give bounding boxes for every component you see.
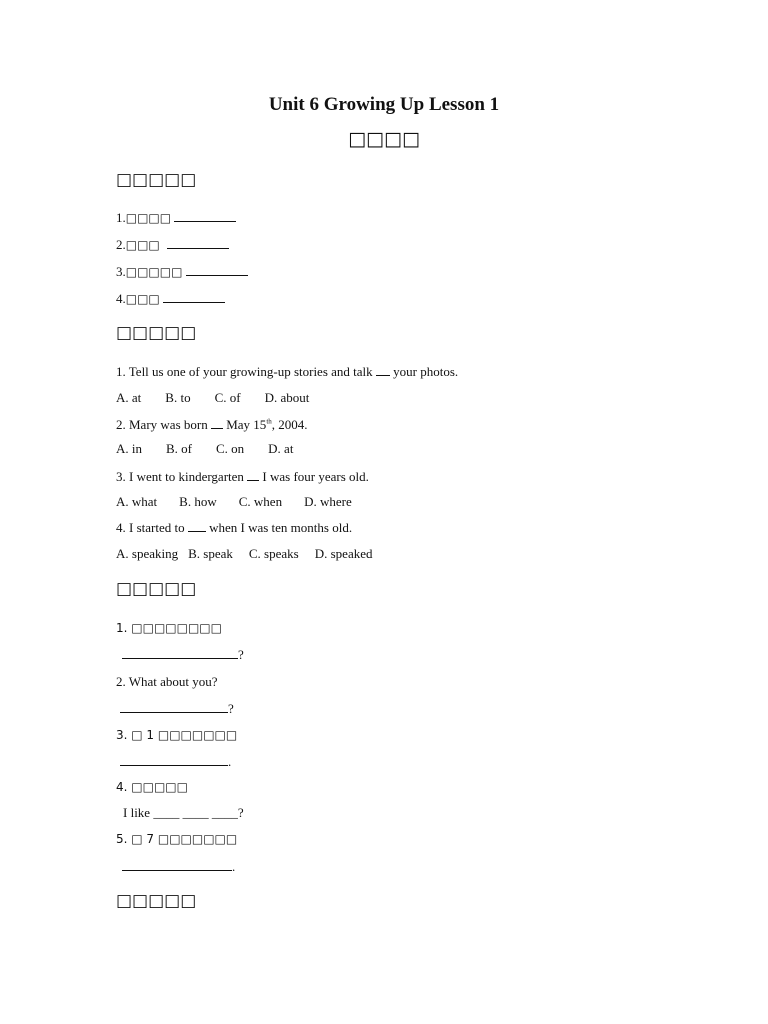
- translate-prompt-3: 3. □ 1 □□□□□□□: [116, 728, 238, 742]
- page-title: Unit 6 Growing Up Lesson 1: [268, 94, 500, 115]
- option-d[interactable]: D. about: [264, 390, 310, 405]
- answer-blank[interactable]: [247, 468, 259, 481]
- mcq-options-2: [116, 441, 317, 457]
- translate-prompt-1: 1. □□□□□□□□: [116, 621, 222, 635]
- mcq-options-4: [116, 546, 397, 562]
- option-b[interactable]: B. speak: [188, 546, 233, 561]
- option-c[interactable]: C. when: [238, 494, 283, 509]
- answer-blank[interactable]: [376, 363, 390, 376]
- translate-answer-3: .: [120, 753, 231, 770]
- section-heading-1: □□□□□: [116, 170, 197, 190]
- answer-blank[interactable]: [122, 646, 238, 659]
- option-d[interactable]: D. at: [268, 441, 294, 456]
- answer-blank[interactable]: [167, 236, 229, 249]
- option-d[interactable]: D. where: [304, 494, 352, 509]
- option-b[interactable]: B. to: [165, 390, 191, 405]
- answer-blank[interactable]: [188, 519, 206, 532]
- mcq-options-1: [116, 390, 333, 406]
- translate-answer-5: .: [122, 858, 235, 875]
- answer-blank[interactable]: [211, 416, 223, 429]
- section-heading-3: □□□□□: [116, 579, 197, 599]
- option-c[interactable]: C. on: [216, 441, 245, 456]
- translate-prompt-2: 2. What about you?: [116, 674, 218, 689]
- answer-blank[interactable]: [120, 753, 228, 766]
- mcq-question-1: 1. Tell us one of your growing-up stories and talk your photos.: [116, 364, 459, 379]
- mcq-question-2: 2. Mary was born May 15th, 2004.: [116, 417, 308, 432]
- section-heading-2: □□□□□: [116, 323, 197, 343]
- answer-blank[interactable]: [120, 700, 228, 713]
- translate-prompt-5: 5. □ 7 □□□□□□□: [116, 832, 238, 846]
- mcq-options-3: [116, 494, 376, 510]
- vocab-item-3: 3.□□□□□: [116, 263, 248, 280]
- translate-answer-1: ?: [122, 646, 244, 663]
- section-heading-4: □□□□□: [116, 891, 197, 911]
- option-d[interactable]: D. speaked: [314, 546, 373, 561]
- vocab-item-4: 4.□□□: [116, 290, 225, 307]
- option-c[interactable]: C. speaks: [248, 546, 299, 561]
- option-a[interactable]: A. in: [116, 441, 142, 456]
- vocab-item-1: 1.□□□□: [116, 209, 236, 226]
- mcq-question-4: 4. I started to when I was ten months old.: [116, 520, 353, 535]
- translate-prompt-4: 4. □□□□□: [116, 780, 188, 794]
- answer-blank[interactable]: [122, 858, 232, 871]
- option-c[interactable]: C. of: [214, 390, 241, 405]
- mcq-question-3: 3. I went to kindergarten I was four years old.: [116, 469, 369, 484]
- option-a[interactable]: A. speaking: [116, 546, 179, 561]
- option-a[interactable]: A. at: [116, 390, 142, 405]
- answer-blank[interactable]: [174, 209, 236, 222]
- translate-answer-2: ?: [120, 700, 234, 717]
- translate-answer-4: I like ____ ____ ____?: [123, 805, 244, 820]
- vocab-item-2: 2.□□□: [116, 236, 229, 253]
- answer-blank[interactable]: [186, 263, 248, 276]
- option-b[interactable]: B. how: [179, 494, 217, 509]
- option-b[interactable]: B. of: [166, 441, 192, 456]
- answer-blank[interactable]: [163, 290, 225, 303]
- page-subtitle: □□□□: [348, 128, 420, 150]
- option-a[interactable]: A. what: [116, 494, 158, 509]
